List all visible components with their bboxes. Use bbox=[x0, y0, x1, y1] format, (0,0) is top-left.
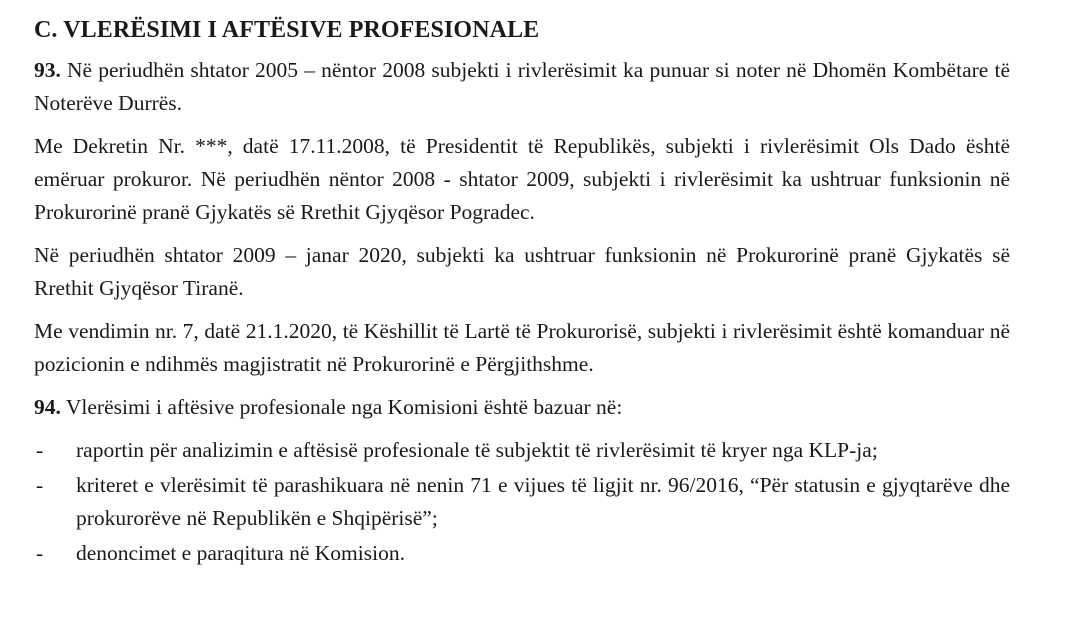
list-dash: - bbox=[36, 473, 44, 497]
list-item bbox=[34, 469, 1010, 535]
paragraph-decree: Me Dekretin Nr. ***, datë 17.11.2008, të Presidentit të Republikës, subjekti i rivlerësimit Ols Dado është emëruar prokuror. Në periudhën nëntor 2008 - shtator 2009, subjekti i rivlerësimit ka ushtruar funksionin në Prokurorinë pranë Gjykatës së Rrethit Gjyqësor Pogradec. bbox=[34, 134, 1010, 224]
list-item-text: kriteret e vlerësimit të parashikuara në nenin 71 e vijues të ligjit nr. 96/2016, “Për statusin e gjyqtarëve dhe prokurorëve në Republikën e Shqipërisë”; bbox=[76, 473, 1010, 530]
paragraph-tirane: Në periudhën shtator 2009 – janar 2020, subjekti ka ushtruar funksionin në Prokurorinë pranë Gjykatës së Rrethit Gjyqësor Tiranë. bbox=[34, 243, 1010, 300]
list-item bbox=[34, 434, 1010, 467]
list-dash: - bbox=[36, 438, 44, 462]
paragraph-text: Vlerësimi i aftësive profesionale nga Komisioni është bazuar në: bbox=[60, 395, 623, 419]
list-dash: - bbox=[36, 541, 44, 565]
paragraph-number: 94. bbox=[34, 395, 61, 419]
list-item-text: raportin për analizimin e aftësisë profesionale të subjektit të rivlerësimit të kryer nga KLP-ja; bbox=[76, 438, 878, 462]
list-item bbox=[34, 537, 1010, 570]
basis-list bbox=[34, 434, 1010, 570]
paragraph-text: Në periudhën shtator 2005 – nëntor 2008 subjekti i rivlerësimit ka punuar si noter në Dhomën Kombëtare të Noterëve Durrës. bbox=[34, 58, 1010, 115]
paragraph-number: 93. bbox=[34, 58, 61, 82]
paragraph-94 bbox=[34, 391, 1010, 424]
paragraph-council-decision: Me vendimin nr. 7, datë 21.1.2020, të Këshillit të Lartë të Prokurorisë, subjekti i rivlerësimit është komanduar në pozicionin e ndihmës magjistratit në Prokurorinë e Përgjithshme. bbox=[34, 319, 1010, 376]
section-heading: C. VLERËSIMI I AFTËSIVE PROFESIONALE bbox=[34, 17, 540, 43]
paragraph-93 bbox=[34, 54, 1010, 120]
list-item-text: denoncimet e paraqitura në Komision. bbox=[76, 541, 405, 565]
